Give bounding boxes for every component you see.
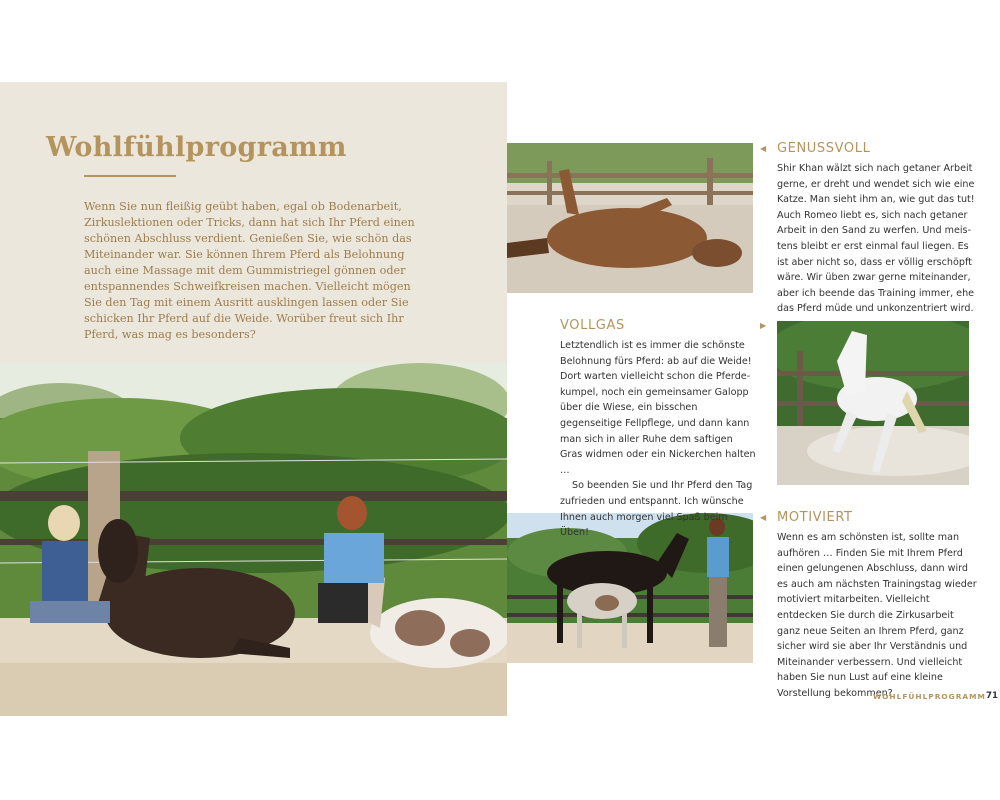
- section-marker-genussvoll: ◀: [760, 144, 767, 153]
- section-heading-genussvoll: GENUSSVOLL: [777, 141, 871, 156]
- section-marker-motiviert: ◀: [760, 513, 767, 522]
- running-head: WOHLFÜHLPROGRAMM: [873, 692, 986, 701]
- photo-white-horse-galloping: [777, 321, 969, 485]
- section-heading-motiviert: MOTIVIERT: [777, 510, 853, 525]
- page-title: Wohlfühlprogramm: [46, 132, 347, 163]
- section-text-vollgas: [560, 338, 756, 541]
- section-marker-vollgas: ▶: [760, 321, 767, 330]
- section-text-motiviert: Wenn es am schönsten ist, sollte man aufhören … Finden Sie mit Ihrem Pferd einen gelungenen Abschluss, dann wird es auch am nächsten Trainingstag wieder motiviert mitarbeiten. Vielleicht entdecken Sie durch die Zirkusarbeit ganz neue Seiten an Ihrem Pferd, ganz sicher wird sie aber Ihr Verständnis und Miteinander verbessern. Und vielleicht haben Sie nun Lust auf eine kleine Vorstellung bekommen?: [777, 532, 977, 699]
- section-heading-vollgas: VOLLGAS: [560, 318, 625, 333]
- photo-horse-rolling: [507, 143, 753, 293]
- section-text-vollgas-p2: So beenden Sie und Ihr Pferd den Tag zufrieden und entspannt. Ich wünsche Ihnen auch morgen viel Spaß beim Üben!: [560, 480, 753, 539]
- section-text-genussvoll: Shir Khan wälzt sich nach getaner Arbeit gerne, er dreht und wendet sich wie eine Katze. Man sieht ihm an, wie gut das tut! Auch Romeo liebt es, sich nach getaner Arbeit in den Sand zu werfen. Und meistens bleibt er erst einmal faul liegen. Es ist aber nicht so, dass er völlig erschöpft wäre. Wir üben zwar gerne miteinander, aber ich beende das Training immer, ehe das Pferd müde und unkonzentriert wird.: [777, 163, 975, 315]
- page-number: 71: [986, 691, 998, 701]
- title-underline: [84, 175, 176, 177]
- section-text-vollgas-p1: Letztendlich ist es immer die schönste Belohnung fürs Pferd: ab auf die Weide! Dort warten vielleicht schon die Pferdekumpel, noch ein gemeinsamer Galopp über die Wiese, ein bisschen gegenseitige Fellpflege, und dann kann man sich in aller Ruhe dem saftigen Gras widmen oder ein Nickerchen halten …: [560, 340, 756, 476]
- main-photo-women-with-lying-horses: [0, 363, 507, 716]
- intro-paragraph: Wenn Sie nun fleißig geübt haben, egal ob Bodenarbeit, Zirkuslektionen oder Tricks, dann hat sich Ihr Pferd einen schönen Abschluss verdient. Genießen Sie, wie schön das Miteinander war. Sie können Ihrem Pferd als Belohnung auch eine Massage mit dem Gummistriegel gönnen oder entspannendes Schweifkreisen machen. Vielleicht mögen Sie den Tag mit einem Ausritt ausklingen lassen oder Sie schicken Ihr Pferd auf die Weide. Worüber freut sich Ihr Pferd, was mag es besonders?: [84, 200, 415, 341]
